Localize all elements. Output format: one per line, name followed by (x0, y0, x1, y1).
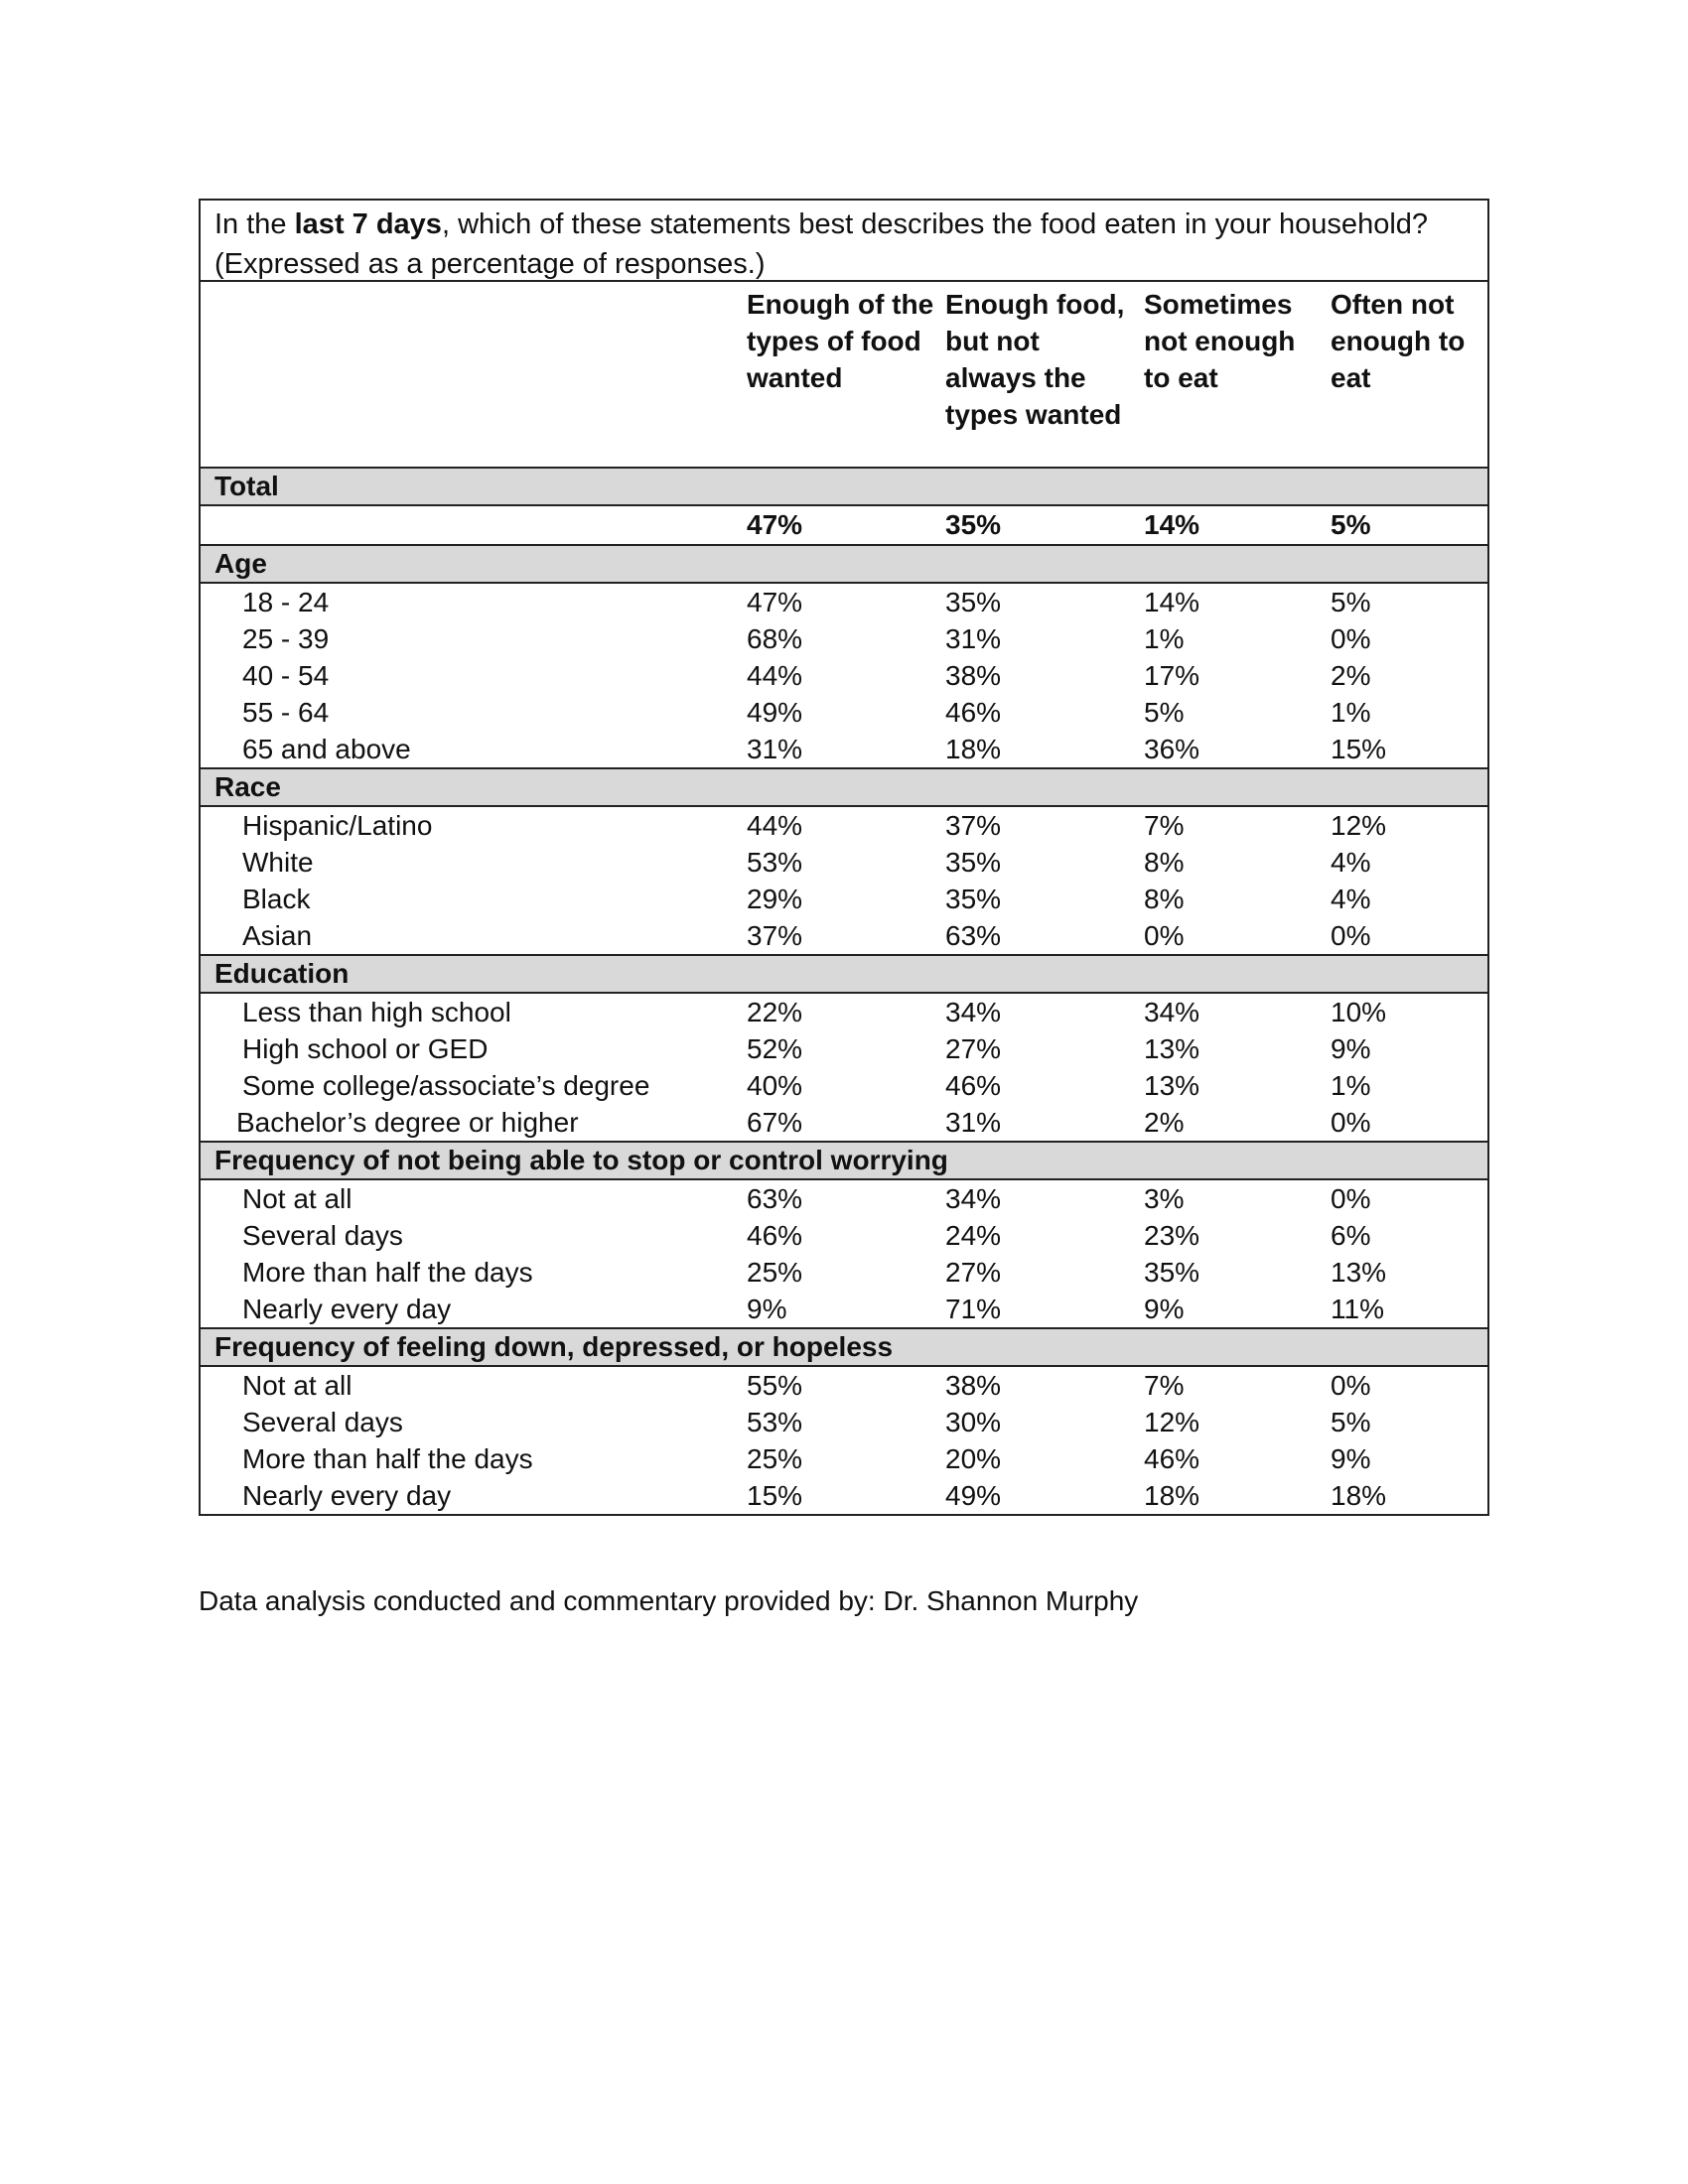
table-cell: 44% (747, 810, 803, 841)
table-cell: 38% (945, 660, 1002, 691)
table-cell: 31% (747, 734, 803, 764)
table-cell: 52% (747, 1033, 803, 1064)
table-cell: 0% (1331, 1107, 1371, 1138)
table-row (201, 994, 1487, 1030)
table-cell: 63% (945, 920, 1002, 951)
table-cell: 12% (1144, 1407, 1200, 1437)
table-cell: 4% (1331, 884, 1371, 914)
table-cell: 6% (1331, 1220, 1371, 1251)
row-label: Less than high school (242, 997, 511, 1027)
table-cell: 37% (945, 810, 1002, 841)
group-rows-race (201, 807, 1487, 956)
row-label: 40 - 54 (242, 660, 330, 691)
table-row (201, 620, 1487, 657)
table-cell: 20% (945, 1443, 1002, 1474)
table-row (201, 1254, 1487, 1291)
table-cell: 27% (945, 1033, 1002, 1064)
table-row (201, 1104, 1487, 1141)
table-cell: 46% (1144, 1443, 1200, 1474)
table-cell: 5% (1331, 587, 1371, 617)
table-cell: 34% (945, 997, 1002, 1027)
row-label: More than half the days (242, 1443, 533, 1474)
food-security-table (199, 199, 1489, 1516)
row-label: Hispanic/Latino (242, 810, 433, 841)
table-cell: 15% (747, 1480, 803, 1511)
table-cell: 25% (747, 1443, 803, 1474)
column-header-row (201, 282, 1487, 469)
column-header: Enough of the types of food wanted (747, 289, 934, 393)
table-cell: 22% (747, 997, 803, 1027)
row-label: 65 and above (242, 734, 411, 764)
table-cell: 7% (1144, 810, 1185, 841)
table-cell: 14% (1144, 587, 1200, 617)
table-cell: 71% (945, 1294, 1002, 1324)
table-row (201, 1291, 1487, 1327)
table-cell: 30% (945, 1407, 1002, 1437)
table-row (201, 881, 1487, 917)
table-cell: 67% (747, 1107, 803, 1138)
table-cell: 49% (747, 697, 803, 728)
group-rows-age (201, 584, 1487, 769)
table-cell: 46% (945, 697, 1002, 728)
table-cell: 34% (1144, 997, 1200, 1027)
table-cell: 0% (1331, 920, 1371, 951)
table-cell: 12% (1331, 810, 1387, 841)
table-cell: 18% (1331, 1480, 1387, 1511)
table-cell: 63% (747, 1183, 803, 1214)
table-cell: 49% (945, 1480, 1002, 1511)
table-cell: 53% (747, 1407, 803, 1437)
table-cell: 27% (945, 1257, 1002, 1288)
group-rows-worrying (201, 1180, 1487, 1329)
row-label: 25 - 39 (242, 623, 330, 654)
column-header: Enough food, but not always the types wanted (945, 289, 1125, 430)
table-cell: 1% (1331, 697, 1371, 728)
table-cell: 7% (1144, 1370, 1185, 1401)
table-cell: 35% (945, 847, 1002, 878)
group-band-age: Age (201, 546, 1487, 584)
table-row (201, 1180, 1487, 1217)
row-label: 55 - 64 (242, 697, 330, 728)
table-cell: 17% (1144, 660, 1200, 691)
table-cell: 35% (945, 884, 1002, 914)
table-cell: 68% (747, 623, 803, 654)
table-row (201, 807, 1487, 844)
row-label: Not at all (242, 1370, 352, 1401)
table-cell: 0% (1331, 1183, 1371, 1214)
table-row (201, 844, 1487, 881)
table-cell: 18% (945, 734, 1002, 764)
table-cell: 9% (1144, 1294, 1185, 1324)
row-label: Nearly every day (242, 1480, 452, 1511)
table-cell: 11% (1331, 1294, 1384, 1324)
row-label: White (242, 847, 314, 878)
question-rest: , which of these statements best describes the food eaten in your household? (Expressed as a percentage of responses.) (214, 208, 1429, 280)
row-label: Bachelor’s degree or higher (236, 1107, 579, 1138)
table-cell: 46% (945, 1070, 1002, 1101)
attribution-note: Data analysis conducted and commentary provided by: Dr. Shannon Murphy (199, 1585, 1139, 1616)
table-cell: 8% (1144, 847, 1185, 878)
table-cell: 40% (747, 1070, 803, 1101)
column-header: Often not enough to eat (1331, 289, 1466, 393)
table-cell: 44% (747, 660, 803, 691)
row-label: 18 - 24 (242, 587, 330, 617)
table-cell: 5% (1144, 697, 1185, 728)
table-cell: 0% (1331, 1370, 1371, 1401)
table-cell: 55% (747, 1370, 803, 1401)
table-row (201, 731, 1487, 767)
table-cell: 34% (945, 1183, 1002, 1214)
row-label: Several days (242, 1407, 403, 1437)
row-label: Black (242, 884, 311, 914)
group-band-worrying: Frequency of not being able to stop or control worrying (201, 1143, 1487, 1180)
table-cell: 5% (1331, 1407, 1371, 1437)
table-row (201, 1477, 1487, 1514)
question-prefix: In the (214, 208, 295, 240)
table-cell: 4% (1331, 847, 1371, 878)
table-cell: 13% (1144, 1033, 1200, 1064)
table-cell: 9% (747, 1294, 787, 1324)
table-cell: 23% (1144, 1220, 1200, 1251)
group-rows-depressed (201, 1367, 1487, 1514)
table-cell: 10% (1331, 997, 1387, 1027)
table-cell: 13% (1331, 1257, 1387, 1288)
table-cell: 0% (1331, 623, 1371, 654)
table-cell: 46% (747, 1220, 803, 1251)
table-cell: 1% (1331, 1070, 1371, 1101)
table-cell: 47% (747, 587, 803, 617)
row-label: High school or GED (242, 1033, 489, 1064)
table-row (201, 694, 1487, 731)
table-cell: 35% (945, 587, 1002, 617)
table-question (201, 201, 1487, 282)
table-cell: 31% (945, 623, 1002, 654)
table-cell: 18% (1144, 1480, 1200, 1511)
table-cell: 31% (945, 1107, 1002, 1138)
table-cell: 13% (1144, 1070, 1200, 1101)
table-cell: 9% (1331, 1033, 1371, 1064)
table-row (201, 657, 1487, 694)
row-label: Not at all (242, 1183, 352, 1214)
table-cell: 35% (1144, 1257, 1200, 1288)
table-cell: 37% (747, 920, 803, 951)
group-band-depressed: Frequency of feeling down, depressed, or hopeless (201, 1329, 1487, 1367)
table-cell: 15% (1331, 734, 1387, 764)
table-cell: 36% (1144, 734, 1200, 764)
table-row (201, 1030, 1487, 1067)
question-bold: last 7 days (294, 208, 442, 240)
total-cell: 47% (747, 509, 803, 540)
row-label: More than half the days (242, 1257, 533, 1288)
table-cell: 1% (1144, 623, 1185, 654)
total-rows (201, 506, 1487, 546)
total-cell: 14% (1144, 509, 1200, 540)
table-row (201, 584, 1487, 620)
table-row (201, 1404, 1487, 1440)
total-cell: 35% (945, 509, 1002, 540)
table-row (201, 1367, 1487, 1404)
table-cell: 2% (1144, 1107, 1185, 1138)
row-label: Some college/associate’s degree (242, 1070, 650, 1101)
table-cell: 53% (747, 847, 803, 878)
row-label: Several days (242, 1220, 403, 1251)
total-row (201, 506, 1487, 544)
table-cell: 25% (747, 1257, 803, 1288)
column-header: Sometimes not enough to eat (1144, 289, 1296, 393)
table-row (201, 917, 1487, 954)
table-cell: 0% (1144, 920, 1185, 951)
table-row (201, 1217, 1487, 1254)
group-band-total: Total (201, 469, 1487, 506)
group-band-education: Education (201, 956, 1487, 994)
table-cell: 8% (1144, 884, 1185, 914)
table-row (201, 1067, 1487, 1104)
group-band-race: Race (201, 769, 1487, 807)
group-rows-education (201, 994, 1487, 1143)
table-cell: 3% (1144, 1183, 1185, 1214)
table-cell: 38% (945, 1370, 1002, 1401)
table-cell: 2% (1331, 660, 1371, 691)
table-row (201, 1440, 1487, 1477)
table-cell: 9% (1331, 1443, 1371, 1474)
row-label: Nearly every day (242, 1294, 452, 1324)
table-cell: 29% (747, 884, 803, 914)
table-cell: 24% (945, 1220, 1002, 1251)
row-label: Asian (242, 920, 313, 951)
total-cell: 5% (1331, 509, 1371, 540)
